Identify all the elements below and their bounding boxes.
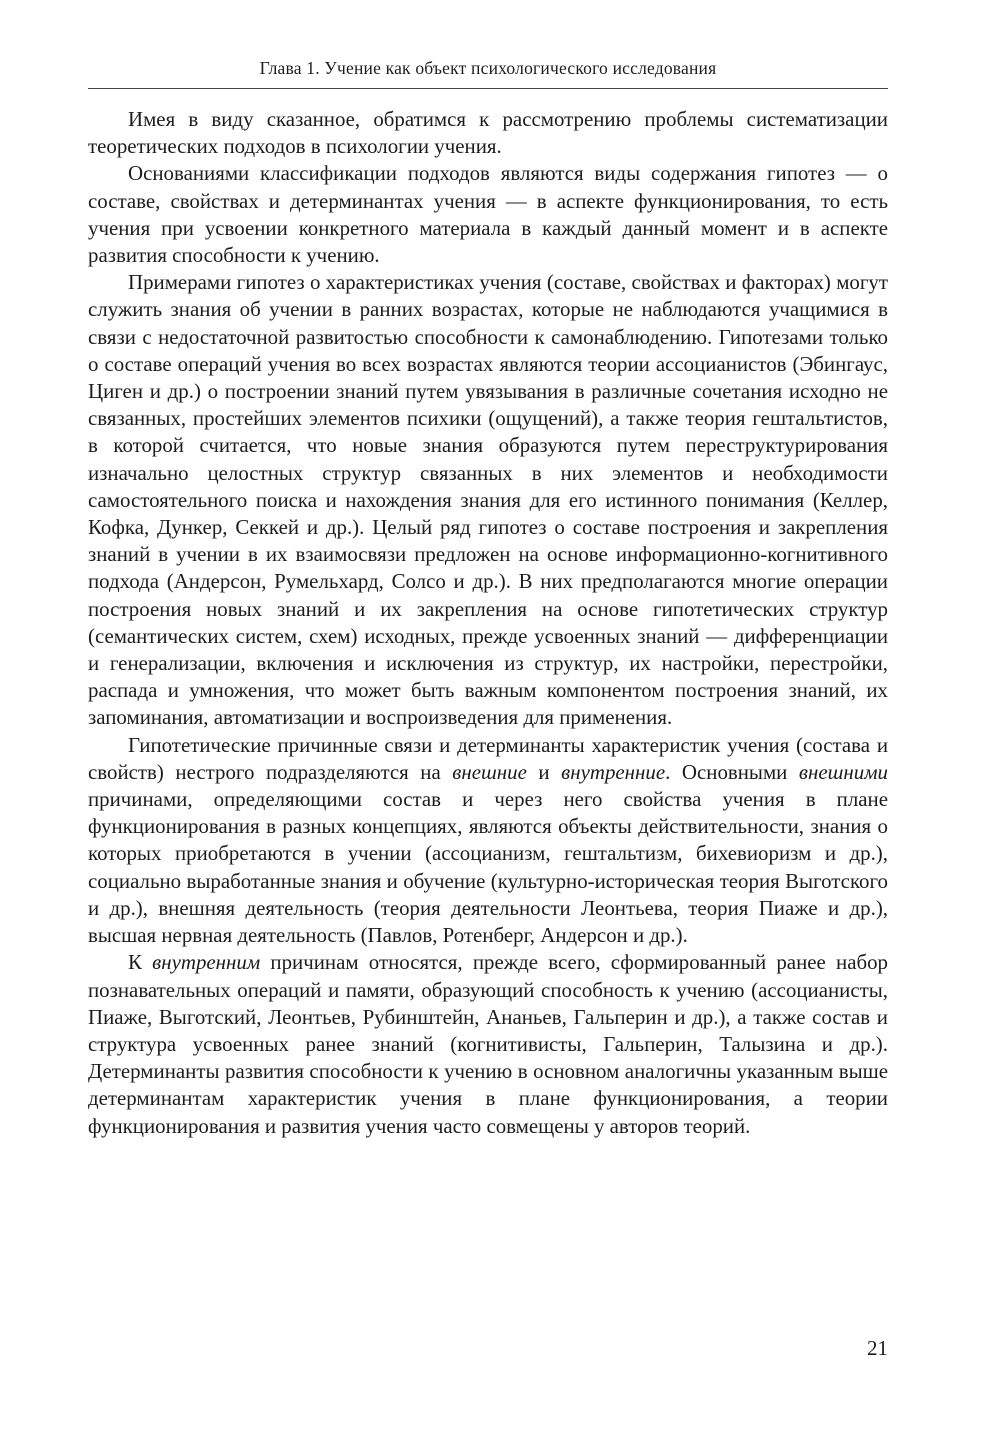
paragraph-5-text-2: причинам относятся, прежде всего, сформированный ранее набор познавательных операций и памяти, образующий способность к учению (ассоцианисты, Пиаже, Выготский, Леонтьев, Рубинштейн, Ананьев, Гальперин и др.), а также состав и структура усвоенных ранее знаний (когнитивисты, Гальперин, Талызина и др.). Детерминанты развития способности к учению в основном аналогичны указанным выше детерминантам характеристик учения в плане функционирования, а теории функционирования и развития учения часто совмещены у авторов теорий. (88, 950, 888, 1138)
running-head: Глава 1. Учение как объект психологического исследования (259, 58, 717, 78)
term-internal: внутренние (561, 759, 666, 784)
paragraph-5-text-1: К (128, 950, 153, 975)
paragraph-5 (88, 949, 888, 1139)
paragraph-4-text-4: причинами, определяющими состав и через него свойства учения в плане функционирования в разных концепциях, являются объекты действительности, знания о которых приобретаются в учении (ассоцианизм, гештальтизм, бихевиоризм и др.), социально выработанные знания и обучение (культурно-историческая теория Выготского и др.), внешняя деятельность (теория деятельности Леонтьева, теория Пиаже и др.), высшая нервная деятельность (Павлов, Ротенберг, Андерсон и др.). (88, 787, 888, 948)
body-text (88, 106, 888, 1140)
paragraph-2: Основаниями классификации подходов являются виды содержания гипотез — о составе, свойствах и детерминантах учения — в аспекте функционирования, то есть учения при усвоении конкретного материала в каждый данный момент и в аспекте развития способности к учению. (88, 161, 888, 268)
paragraph-4-text-3: . Основными (665, 759, 799, 784)
paragraph-3: Примерами гипотез о характеристиках учения (составе, свойствах и факторах) могут служить знания об учении в ранних возрастах, которые не наблюдаются учащимися в связи с недостаточной развитостью способности к самонаблюдению. Гипотезами только о составе операций учения во всех возрастах являются теории ассоцианистов (Эбингаус, Циген и др.) о построении знаний путем увязывания в различные сочетания исходно не связанных, простейших элементов психики (ощущений), а также теория гештальтистов, в которой считается, что новые знания образуются путем переструктурирования изначально целостных структур связанных в них элементов и необходимости самостоятельного поиска и нахождения знания для его истинного понимания (Келлер, Кофка, Дункер, Секкей и др.). Целый ряд гипотез о составе построения и закрепления знаний в учении в их взаимосвязи предложен на основе информационно-когнитивного подхода (Андерсон, Румельхард, Солсо и др.). В них предполагаются многие операции построения новых знаний и их закрепления на основе гипотетических структур (семантических систем, схем) исходных, прежде усвоенных знаний — дифференциации и генерализации, включения и исключения из структур, их настройки, перестройки, распада и умножения, что может быть важным компонентом построения знаний, их запоминания, автоматизации и воспроизведения для применения. (88, 270, 888, 730)
page-number: 21 (867, 1336, 888, 1360)
term-internal-causes: внутренним (152, 950, 261, 975)
term-external-causes: внешними (798, 759, 888, 784)
paragraph-4-text-1: Гипотетические причинные связи и детерминанты характеристик учения (состава и свойств) нестрого подразделяются на (88, 732, 888, 784)
header-divider (88, 88, 888, 89)
term-external: внешние (452, 759, 527, 784)
paragraph-4-text-2: и (526, 759, 562, 784)
paragraph-1: Имея в виду сказанное, обратимся к рассмотрению проблемы систематизации теоретических подходов в психологии учения. (88, 107, 888, 159)
paragraph-4 (88, 732, 888, 950)
